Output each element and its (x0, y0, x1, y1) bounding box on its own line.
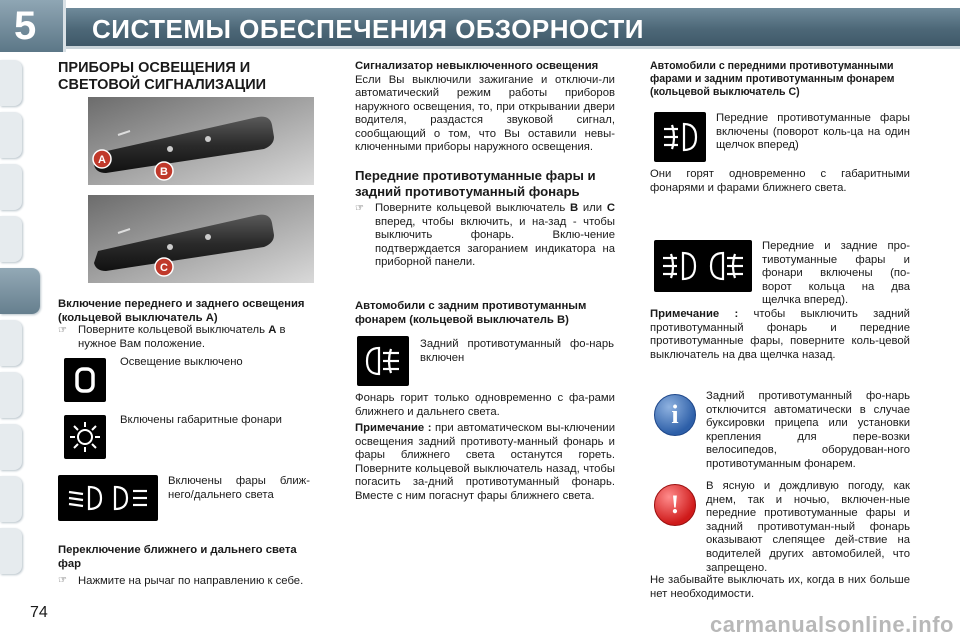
front-rear-fog-title: Автомобили с передними противотуманными фарами и задним противотуманным фонарем (кольцевой выключатель С) (650, 60, 895, 98)
rear-fog-note (355, 422, 615, 504)
warning-block (650, 480, 910, 575)
chapter-tabs (0, 60, 22, 620)
warning-text-2: Не забывайте выключать их, когда в них больше нет необходимости. (650, 574, 910, 600)
light-stalk-illustration (58, 95, 320, 295)
lights-off-icon (71, 365, 99, 395)
lights-off-indicator (64, 358, 106, 402)
chapter-tab-3[interactable] (0, 164, 22, 210)
front-fog-indicator (654, 112, 706, 162)
rear-fog-icon (365, 345, 401, 377)
front-fog-text: Они горят одновременно с габаритными фонарями и фарами ближнего света. (650, 168, 910, 194)
rear-fog-title: Автомобили с задним противотуманным фонарем (кольцевой выключатель В) (355, 300, 587, 326)
parking-lights-indicator (64, 415, 106, 459)
front-rear-fog-indicator (654, 240, 752, 292)
beam-indicator (58, 475, 158, 521)
fog-bullet (355, 202, 615, 270)
info-text: Задний противотуманный фо-нарь отключится автоматически в случае буксировки прицепа или установки крепления для пере-возки велосипедов, оборудован-ного противотуманным фонарем. (706, 390, 910, 470)
rear-fog-text: Фонарь горит только одновременно с фа-рами ближнего и дальнего света. (355, 392, 615, 418)
chapter-tab-9[interactable] (0, 476, 22, 522)
sec2-title: Переключение ближнего и дальнего света фар (58, 544, 297, 570)
rear-fog-on-text: Задний противотуманный фо-нарь включен (420, 338, 614, 364)
label-b-marker (155, 162, 173, 180)
section-heading-line2: СВЕТОВОЙ СИГНАЛИЗАЦИИ (58, 77, 267, 93)
column-middle (355, 60, 615, 155)
page-title: СИСТЕМЫ ОБЕСПЕЧЕНИЯ ОБЗОРНОСТИ (92, 14, 644, 44)
rear-fog-indicator (357, 336, 409, 386)
page-header (0, 0, 960, 52)
front-rear-note (650, 308, 910, 362)
sec1-bullet (58, 324, 320, 351)
low-high-beam-icon (65, 483, 151, 513)
chapter-number: 5 (14, 4, 37, 48)
parking-lights-icon (68, 420, 102, 454)
watermark: carmanualsonline.info (710, 612, 954, 637)
sec1-bullet-text: Поверните кольцевой выключатель A в нужное Вам положение. (78, 324, 286, 350)
column-left (58, 60, 320, 94)
parking-lights-text: Включены габаритные фонари (120, 414, 282, 426)
svg-text:B: B (160, 166, 168, 178)
chapter-tab-1[interactable] (0, 60, 22, 106)
bullet-arrow-icon: ☞ (58, 575, 67, 586)
sec1-title: Включение переднего и заднего освещения (кольцевой выключатель A) (58, 298, 305, 324)
chapter-tab-7[interactable] (0, 372, 22, 418)
chapter-tab-4[interactable] (0, 216, 22, 262)
column-right (650, 60, 910, 99)
svg-text:C: C (160, 262, 168, 274)
bullet-arrow-icon: ☞ (355, 203, 364, 214)
info-icon: i (654, 394, 696, 436)
section-heading (58, 60, 320, 94)
sec2-bullet-text: Нажмите на рычаг по направлению к себе. (78, 575, 304, 587)
note-text: чтобы выключить задний противотуманный фонарь и передние противотуманные фары, поверните коль-цевой выключатель на два щелчка назад. (650, 308, 910, 361)
front-fog-on-text: Передние противотуманные фары включены (поворот коль-ца на один щелчок вперед) (716, 112, 910, 152)
front-rear-fog-on-text: Передние и задние про-тивотуманные фары и фонари включены (по-ворот кольца на два щелчка вперед). (762, 240, 910, 307)
beam-text: Включены фары ближ-него/дальнего света (168, 475, 310, 501)
note-label: Примечание : (355, 422, 432, 434)
chapter-tab-2[interactable] (0, 112, 22, 158)
chapter-tab-5-active[interactable] (0, 268, 40, 314)
note-label: Примечание : (650, 308, 739, 320)
warning-text-1: В ясную и дождливую погоду, как днем, так и ночью, включен-ные передние противотуманные фары и задний противотуман-ный фонарь оказывают слепящее дей-ствие на водителей других автомобилей, что запрещено. (706, 480, 910, 574)
chapter-tab-6[interactable] (0, 320, 22, 366)
fog-bullet-text: Поверните кольцевой выключатель B или C вперед, чтобы включить, и на-зад - чтобы выключить фонарь. Вклю-чение подтверждается загоранием индикатора на приборной панели. (375, 202, 615, 269)
sec2-bullet (58, 574, 320, 589)
svg-text:A: A (98, 154, 106, 166)
warn-title: Сигнализатор невыключенного освещения (355, 60, 599, 72)
lights-off-text: Освещение выключено (120, 356, 243, 368)
warn-text: Если Вы выключили зажигание и отключи-ли автоматический режим работы приборов наружного освещения, то, при открывании двери водителя, раздастся звуковой сигнал, сообщающий о том, что Вы оставили невы-ключенными приборы наружного освещения. (355, 73, 615, 154)
label-a-marker (93, 150, 111, 168)
warning-icon: ! (654, 484, 696, 526)
label-c-marker (155, 258, 173, 276)
section-heading-line1: ПРИБОРЫ ОСВЕЩЕНИЯ И (58, 60, 251, 76)
page-number: 74 (30, 604, 48, 621)
note-text: при автоматическом вы-ключении освещения задний противоту-манный фонарь и фары ближнего света останутся гореть. Поверните кольцевой выключатель назад, чтобы погасить за-дний противотуманный фонарь. Вместе с ним погаснут фары ближнего света. (355, 422, 616, 502)
fog-title: Передние противотуманные фары и задний противотуманный фонарь (355, 168, 596, 199)
chapter-tab-8[interactable] (0, 424, 22, 470)
front-rear-fog-icon (661, 250, 745, 282)
front-fog-icon (662, 121, 698, 153)
chapter-badge (0, 0, 66, 52)
chapter-tab-10[interactable] (0, 528, 22, 574)
bullet-arrow-icon: ☞ (58, 325, 67, 336)
